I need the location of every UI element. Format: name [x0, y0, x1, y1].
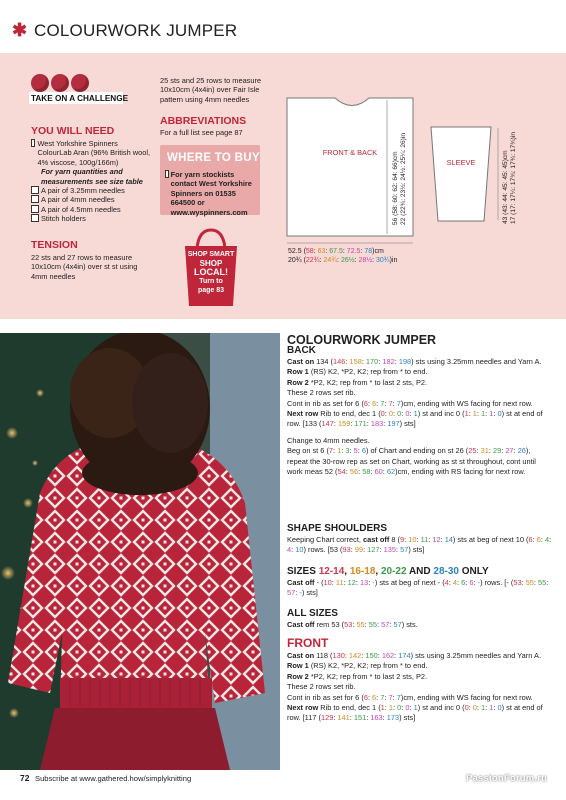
pattern-title: COLOURWORK JUMPER	[287, 333, 437, 347]
back-instructions: Cast on 134 (146: 158: 170: 182: 198) sts using 3.25mm needles and Yarn A. Row 1 (RS) K2, *P2, K2; rep from * to end. Row 2 *P2, K2; rep from * to last 2 sts, P2. These 2 rows set rib. Cont in rib as set for 6 (6: 6: 7: 7: 7)cm, ending with WS facing for next row. Next row Rib to end, dec 1 (0: 0: 0: 0: 1) st and inc 0 (1: 1: 1: 1: 0) st at end of row. [133 (147: 159: 171: 183: 197) sts] Change to 4mm needles. Beg on st 6 (7: 1: 3: 5: 6) of Chart and ending on st 26 (25: 31: 29: 27: 26), repeat the 30-row rep as set on Chart, working as st st throughout, cont until work meas 52 (54: 56: 58: 60: 62)cm, ending with RS facing for next row.	[287, 357, 543, 477]
shape-shoulders-heading: SHAPE SHOULDERS	[287, 523, 388, 534]
checkbox-icon	[31, 205, 39, 213]
checkbox-icon	[31, 186, 39, 194]
yarn-balls-icon	[31, 74, 89, 92]
checkbox-icon	[31, 139, 35, 147]
jumper-photo	[0, 333, 280, 770]
footer-subscribe-link[interactable]: Subscribe at www.gathered.how/simplyknitting	[35, 774, 192, 783]
sleeve-measurement: 43 (43: 44: 45: 45: 45)cm 17 (17: 17¼: 17¾: 17¾: 17¾)in	[502, 131, 517, 224]
checkbox-icon	[165, 170, 169, 178]
sleeve-schematic	[430, 126, 492, 222]
page-number: 72	[20, 773, 30, 783]
front-back-label: FRONT & BACK	[322, 148, 378, 157]
watermark: PassionForum.ru	[466, 773, 548, 784]
abbreviations-text: For a full list see page 87	[160, 128, 243, 137]
bag-line-3: LOCAL!	[194, 267, 228, 277]
bag-line-4: Turn to	[199, 278, 223, 285]
fair-isle-tension: 25 sts and 25 rows to measure 10x10cm (4x4in) over Fair Isle pattern using 4mm needles	[160, 76, 262, 104]
sizes-heading: SIZES 12-14, 16-18, 20-22 AND 28-30 ONLY	[287, 566, 489, 577]
all-sizes-heading: ALL SIZES	[287, 608, 338, 619]
asterisk-icon: ✱	[12, 20, 28, 40]
where-to-buy-heading: WHERE TO BUY	[167, 152, 260, 164]
bag-line-5: page 83	[197, 287, 225, 294]
bag-line-1: SHOP SMART	[187, 251, 235, 258]
checkbox-icon	[31, 214, 39, 222]
sizes-text: Cast off - (10: 11: 12: 13: -) sts at beg of next - (4: 4: 6: 6: -) rows. [- (53: 55: 55: 57: -) sts]	[287, 578, 549, 598]
front-instructions: Cast on 118 (130: 142: 150: 162: 174) sts using 3.25mm needles and Yarn A. Row 1 (RS) K2, *P2, K2; rep from * to end. Row 2 *P2, K2; rep from * to last 2 sts, P2. These 2 rows set rib. Cont in rib as set for 6 (6: 6: 7: 7: 7)cm, ending with WS facing for next row. Next row Rib to end, dec 1 (1: 1: 0: 0: 1) st and inc 0 (0: 0: 1: 1: 0) st at end of row. [117 (129: 141: 151: 163: 173) sts]	[287, 651, 543, 723]
abbreviations-heading: ABBREVIATIONS	[160, 115, 247, 127]
shape-shoulders-text: Keeping Chart correct, cast off 8 (9: 10: 11: 12: 14) sts at beg of next 10 (6: 6: 4: 4: 10) rows. [53 (93: 99: 127: 135: 57) sts]	[287, 535, 552, 555]
bag-line-2: SHOP	[199, 259, 223, 268]
where-to-buy-text: For yarn stockists contact West Yorkshire Spinners on 01535 664500 or www.wyspinners.com	[165, 170, 257, 217]
length-measurement: 56 (58: 60: 62: 64: 66)cm 22 (22¾: 23½: 24½: 25¼: 26)in	[392, 132, 407, 225]
width-measurement: 52.5 (58: 63: 67.5: 72.5: 78)cm 20¾ (22¾: 24¾: 26½: 28½: 30¾)in	[288, 248, 398, 264]
sleeve-label: SLEEVE	[446, 158, 476, 167]
page-title: COLOURWORK JUMPER	[34, 21, 238, 40]
front-heading: FRONT	[287, 636, 329, 650]
shop-local-bag-icon[interactable]	[181, 226, 241, 308]
back-heading: BACK	[287, 345, 316, 356]
checkbox-icon	[31, 195, 39, 203]
challenge-label: TAKE ON A CHALLENGE	[31, 94, 129, 103]
tension-heading: TENSION	[31, 239, 78, 251]
tension-text: 22 sts and 27 rows to measure 10x10cm (4x4in) over st st using 4mm needles	[31, 253, 138, 281]
all-sizes-text: Cast off rem 53 (53: 55: 55: 57: 57) sts.	[287, 620, 418, 629]
you-will-need-list: West Yorkshire Spinners ColourLab Aran (96% British wool, 4% viscose, 100g/166m) For yarn quantities and measurements see size table A pair of 3.25mm needles A pair of 4mm needles A pair of 4.5mm needles Stitch holders	[31, 139, 151, 224]
you-will-need-heading: YOU WILL NEED	[31, 125, 115, 137]
